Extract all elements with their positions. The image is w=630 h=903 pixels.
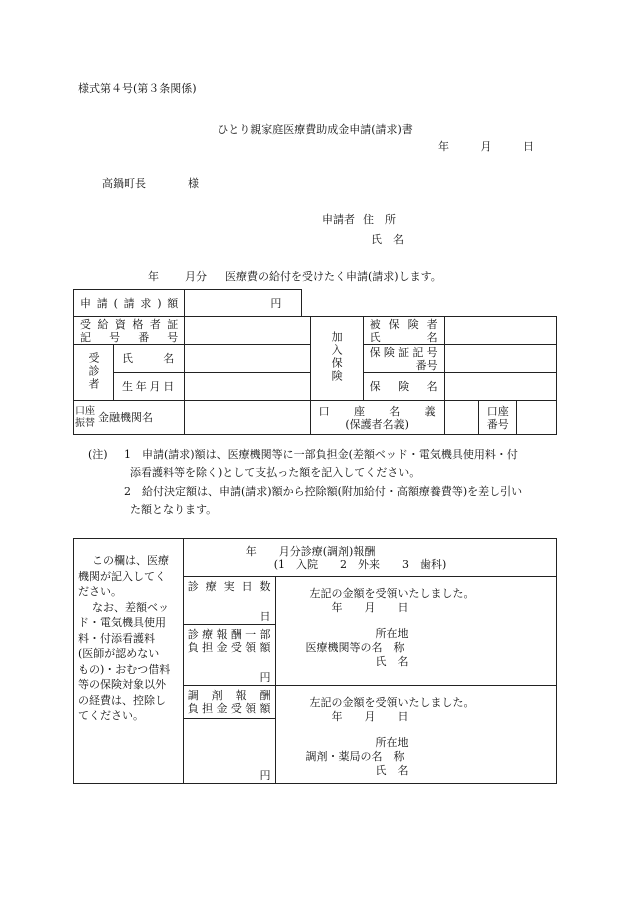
bank-label-cell — [74, 401, 185, 435]
day-label: 日 — [523, 140, 534, 153]
insurance-cert-input[interactable] — [444, 345, 556, 373]
pharmacy-receipt-text: 左記の金額を受領いたしました。 — [309, 696, 475, 709]
note-2-line-2: た額となります。 — [130, 503, 218, 516]
institution-name-label: 医療機関等の名 称 — [305, 641, 405, 654]
billing-month: 年 月分診療(調剤)報酬 — [245, 544, 376, 558]
notes-prefix: (注) — [88, 448, 108, 461]
addressee — [102, 175, 199, 191]
year-label: 年 — [438, 140, 449, 153]
pharmacy-receipt-date: 年 月 日 — [331, 710, 409, 723]
statement-text: 医療費の給付を受けたく申請(請求)します。 — [225, 270, 442, 283]
care-type-options: (1 入院 2 外来 3 歯科) — [273, 557, 447, 571]
statement-month: 月分 — [185, 270, 207, 283]
applicant-address — [322, 211, 396, 227]
applicant-label: 申請者 — [322, 213, 355, 226]
blank-area — [302, 290, 557, 317]
amount-input[interactable] — [185, 290, 302, 317]
day-unit: 日 — [259, 610, 271, 623]
institution-instructions: この欄は、医療 機関が記入してく ださい。 なお、差額ベッ ド・電気機具使用 料・付添看護料 (医師が認めない もの)・おむつ借料 等の保険対象以外 の経費は、控除し てください。 — [74, 539, 184, 784]
medical-fee-yen: 円 — [259, 671, 271, 684]
statement-year: 年 — [148, 270, 159, 283]
cert-number-label-cell: 受給資格者証 記号番号 — [74, 317, 185, 345]
applicant-name: 氏 名 — [371, 233, 404, 246]
cert-number-input[interactable] — [185, 317, 310, 345]
transfer-label: 口座振替 — [75, 405, 95, 429]
birth-label-cell: 生年月日 — [114, 373, 185, 401]
pharmacy-fee-cell — [183, 686, 275, 784]
pharmacy-fee-label-2: 負担金受領額 — [187, 702, 271, 715]
insured-name-input[interactable] — [444, 317, 556, 345]
application-statement — [148, 268, 442, 284]
pharmacy-fee-yen: 円 — [259, 769, 271, 782]
addressee-honorific: 様 — [188, 177, 199, 190]
insurer-input[interactable] — [444, 373, 556, 401]
birth-date-input[interactable] — [185, 373, 310, 401]
location-label: 所在地 — [375, 627, 409, 640]
institution-person-name: 氏 名 — [375, 655, 409, 668]
account-number-input[interactable] — [517, 401, 557, 435]
account-number-label-cell: 口座 番号 — [479, 401, 517, 435]
name-label-cell: 氏名 — [114, 345, 185, 373]
billing-header — [183, 539, 556, 577]
application-date — [438, 138, 534, 154]
form-reference: 様式第４号(第３条関係) — [78, 82, 197, 95]
medical-fee-label-2: 負担金受領額 — [187, 641, 271, 654]
insurer-label-cell: 保険名 — [363, 373, 444, 401]
amount-label-cell: 申請(請求)額 — [74, 290, 185, 317]
note-1-line-2: 添看護料等を除く)として支払った額を記入してください。 — [130, 466, 421, 479]
insurance-cert-label-cell: 保険証記号 番号 — [363, 345, 444, 373]
note-1-number: 1 — [124, 448, 131, 461]
bank-name-input[interactable] — [185, 401, 310, 435]
pharmacy-person-name: 氏 名 — [375, 764, 409, 777]
treatment-days-label: 診療実日数 — [187, 580, 271, 593]
yen-unit: 円 — [270, 296, 282, 310]
medical-fee-label-1: 診療報酬一部 — [187, 628, 271, 641]
recipient-name-input[interactable] — [185, 345, 310, 373]
recipient-group-label: 受診者 — [74, 345, 114, 401]
addressee-name: 高鍋町長 — [102, 177, 146, 190]
institution-table — [73, 538, 557, 784]
insured-name-label-cell: 被保険者 氏名 — [363, 317, 444, 345]
medical-fee-cell — [183, 625, 275, 686]
receipt-text: 左記の金額を受領いたしました。 — [309, 587, 475, 600]
insurance-group-label: 加入保険 — [310, 317, 363, 401]
address-label: 住 所 — [363, 213, 396, 226]
application-table — [73, 289, 557, 435]
pharmacy-fee-label-1: 調剤報酬 — [187, 689, 271, 702]
note-1-line-1: 申請(請求)額は、医療機関等に一部負担金(差額ベッド・電気機具使用料・付 — [142, 448, 518, 461]
medical-receipt-cell — [275, 577, 556, 686]
bank-label: 金融機関名 — [98, 411, 153, 424]
document-title: ひとり親家庭医療費助成金申請(請求)書 — [217, 123, 413, 136]
pharmacy-name-label: 調剤・薬局の名 称 — [305, 750, 405, 763]
note-2-number: 2 — [124, 485, 131, 498]
month-label: 月 — [480, 140, 492, 153]
account-holder-input[interactable] — [444, 401, 479, 435]
note-2-line-1: 給付決定額は、申請(請求)額から控除額(附加給付・高額療養費等)を差し引い — [142, 485, 523, 498]
pharmacy-location-label: 所在地 — [375, 736, 409, 749]
pharmacy-receipt-cell — [275, 686, 556, 784]
receipt-date: 年 月 日 — [331, 601, 409, 614]
account-holder-label-cell: 口座名義 (保護者名義) — [310, 401, 444, 435]
treatment-days-cell — [183, 577, 275, 625]
